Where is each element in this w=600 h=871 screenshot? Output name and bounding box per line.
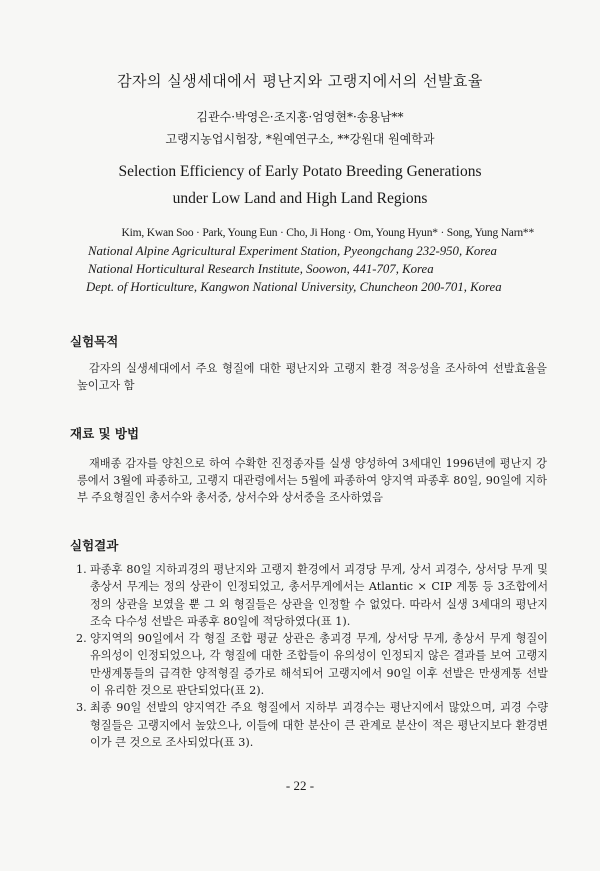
korean-authors: 김관수·박영은·조지홍·엄영현*·송용남** (196, 110, 404, 124)
affiliation-line-1: National Alpine Agricultural Experiment Station, Pyeongchang 232-950, Korea (88, 244, 497, 258)
result-number: 1. (76, 563, 87, 576)
english-title-line-1: Selection Efficiency of Early Potato Breeding Generations (118, 163, 482, 180)
english-authors: Kim, Kwan Soo · Park, Young Eun · Cho, Ji Hong · Om, Young Hyun* · Song, Yung Narn** (121, 227, 534, 239)
english-title (0, 158, 600, 212)
result-item-3 (76, 699, 548, 751)
methods-heading: 재료 및 방법 (70, 426, 140, 441)
page-number: - 22 - (285, 778, 315, 793)
purpose-text: 감자의 실생세대에서 주요 형질에 대한 평난지와 고랭지 환경 적응성을 조사하여 선발효율을 높이고자 함 (77, 362, 547, 392)
affiliation-line-3: Dept. of Horticulture, Kangwon National University, Chuncheon 200-701, Korea (86, 280, 502, 294)
korean-authors-block (0, 106, 600, 150)
result-item-1 (76, 561, 548, 630)
results-list (76, 561, 548, 751)
result-text: 파종후 80일 지하괴경의 평난지와 고랭지 환경에서 괴경당 무게, 상서 괴경수, 상서당 무게 및 총상서 무게는 정의 상관이 인정되었고, 총서무게에서는 Atlantic × CIP 계통 등 3조합에서 정의 상관을 보였을 뿐 그 외 형질들은 상관을 인정할 수 없었다. 따라서 실생 3세대의 평난지 조숙 다수성 선발은 파종후 80일에 적당하였다(표 1). (90, 563, 548, 628)
result-text: 최종 90일 선발의 양지역간 주요 형질에서 지하부 괴경수는 평난지에서 많았으며, 괴경 수량 형질들은 고랭지에서 높았으나, 이들에 대한 분산이 큰 관계로 분산이 적은 평난지보다 환경변이가 큰 것으로 조사되었다(표 3). (90, 701, 548, 749)
korean-affiliations: 고랭지농업시험장, *원예연구소, **강원대 원예학과 (165, 132, 435, 146)
korean-title: 감자의 실생세대에서 평난지와 고랭지에서의 선발효율 (117, 72, 483, 90)
methods-text: 재배종 감자를 양친으로 하여 수확한 진정종자를 실생 양성하여 3세대인 1996년에 평난지 강릉에서 3월에 파종하고, 고랭지 대관령에서는 5월에 파종하여 양지역 파종후 80일, 90일에 지하부 주요형질인 총서수와 총서중, 상서수와 상서중을 조사하였음 (77, 457, 547, 504)
result-item-2 (76, 630, 548, 699)
english-title-line-2: under Low Land and High Land Regions (172, 190, 428, 207)
result-text: 양지역의 90일에서 각 형질 조합 평균 상관은 총괴경 무게, 상서당 무게, 총상서 무게 형질이 유의성이 인정되었으나, 각 형질에 대한 조합들이 유의성이 인정되지 않은 결과를 보여 고랭지 만생계통들의 급격한 양적형질 증가로 해석되어 고랭지에서 90일 이후 선발은 만생계통 선발이 유리한 것으로 판단되었다(표 2). (90, 632, 548, 698)
result-number: 3. (76, 701, 87, 715)
purpose-heading: 실험목적 (70, 334, 119, 349)
affiliation-line-2: National Horticultural Research Institute, Soowon, 441-707, Korea (88, 262, 434, 276)
result-number: 2. (76, 632, 87, 646)
results-heading: 실험결과 (70, 538, 119, 553)
